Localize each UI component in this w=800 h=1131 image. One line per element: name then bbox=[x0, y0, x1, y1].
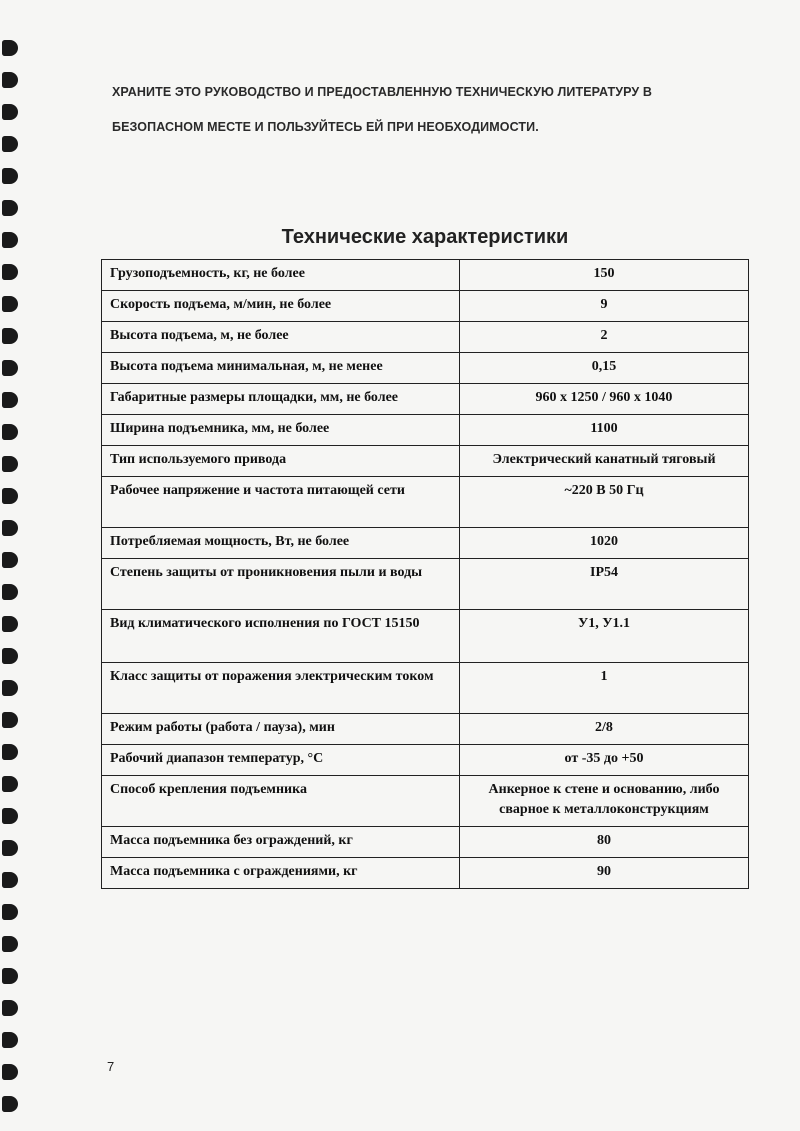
spec-value: Электрический канатный тяговый bbox=[460, 446, 749, 477]
page-number: 7 bbox=[107, 1059, 115, 1074]
header-notice-line-1: ХРАНИТЕ ЭТО РУКОВОДСТВО И ПРЕДОСТАВЛЕННУЮ ТЕХНИЧЕСКУЮ ЛИТЕРАТУРУ В bbox=[112, 85, 652, 99]
table-row bbox=[102, 353, 749, 384]
table-row bbox=[102, 714, 749, 745]
spec-value: ~220 В 50 Гц bbox=[460, 477, 749, 528]
binding-hole bbox=[2, 104, 18, 120]
spec-value: 0,15 bbox=[460, 353, 749, 384]
binding-hole bbox=[2, 72, 18, 88]
spec-value: 9 bbox=[460, 291, 749, 322]
spec-parameter: Габаритные размеры площадки, мм, не более bbox=[102, 384, 460, 415]
binding-hole bbox=[2, 776, 18, 792]
binding-hole bbox=[2, 40, 18, 56]
binding-hole bbox=[2, 1064, 18, 1080]
binding-hole bbox=[2, 552, 18, 568]
specifications-table bbox=[101, 259, 749, 889]
spec-value: 2 bbox=[460, 322, 749, 353]
table-row bbox=[102, 827, 749, 858]
table-row bbox=[102, 745, 749, 776]
spec-parameter: Ширина подъемника, мм, не более bbox=[102, 415, 460, 446]
binding-hole bbox=[2, 520, 18, 536]
binding-hole bbox=[2, 840, 18, 856]
binding-hole bbox=[2, 1096, 18, 1112]
spec-value: У1, У1.1 bbox=[460, 610, 749, 663]
table-row bbox=[102, 322, 749, 353]
table-row bbox=[102, 446, 749, 477]
binding-hole bbox=[2, 1032, 18, 1048]
binding-hole bbox=[2, 392, 18, 408]
spec-value: 1100 bbox=[460, 415, 749, 446]
page-title: Технические характеристики bbox=[281, 226, 569, 248]
binding-hole bbox=[2, 744, 18, 760]
binding-hole bbox=[2, 296, 18, 312]
spec-parameter: Вид климатического исполнения по ГОСТ 15150 bbox=[102, 610, 460, 663]
spiral-binding bbox=[0, 30, 22, 1130]
table-row bbox=[102, 415, 749, 446]
spec-value: 1 bbox=[460, 663, 749, 714]
binding-hole bbox=[2, 424, 18, 440]
binding-hole bbox=[2, 200, 18, 216]
spec-value: от -35 до +50 bbox=[460, 745, 749, 776]
spec-value: Анкерное к стене и основанию, либо сварное к металлоконструкциям bbox=[460, 776, 749, 827]
spec-parameter: Грузоподъемность, кг, не более bbox=[102, 260, 460, 291]
spec-value: 90 bbox=[460, 858, 749, 889]
spec-parameter: Масса подъемника с ограждениями, кг bbox=[102, 858, 460, 889]
spec-parameter: Степень защиты от проникновения пыли и воды bbox=[102, 559, 460, 610]
table-row bbox=[102, 610, 749, 663]
table-row bbox=[102, 776, 749, 827]
binding-hole bbox=[2, 488, 18, 504]
spec-parameter: Тип используемого привода bbox=[102, 446, 460, 477]
spec-value: 2/8 bbox=[460, 714, 749, 745]
binding-hole bbox=[2, 168, 18, 184]
binding-hole bbox=[2, 456, 18, 472]
binding-hole bbox=[2, 584, 18, 600]
binding-hole bbox=[2, 136, 18, 152]
spec-value: 80 bbox=[460, 827, 749, 858]
binding-hole bbox=[2, 936, 18, 952]
header-notice-line-2: БЕЗОПАСНОМ МЕСТЕ И ПОЛЬЗУЙТЕСЬ ЕЙ ПРИ НЕОБХОДИМОСТИ. bbox=[112, 120, 539, 134]
binding-hole bbox=[2, 616, 18, 632]
spec-value: 960 х 1250 / 960 х 1040 bbox=[460, 384, 749, 415]
binding-hole bbox=[2, 968, 18, 984]
spec-parameter: Высота подъема минимальная, м, не менее bbox=[102, 353, 460, 384]
spec-parameter: Класс защиты от поражения электрическим током bbox=[102, 663, 460, 714]
binding-hole bbox=[2, 360, 18, 376]
table-row bbox=[102, 291, 749, 322]
spec-value: 1020 bbox=[460, 528, 749, 559]
spec-parameter: Высота подъема, м, не более bbox=[102, 322, 460, 353]
spec-parameter: Потребляемая мощность, Вт, не более bbox=[102, 528, 460, 559]
binding-hole bbox=[2, 1000, 18, 1016]
binding-hole bbox=[2, 648, 18, 664]
spec-value: 150 bbox=[460, 260, 749, 291]
spec-parameter: Режим работы (работа / пауза), мин bbox=[102, 714, 460, 745]
binding-hole bbox=[2, 232, 18, 248]
binding-hole bbox=[2, 328, 18, 344]
table-row bbox=[102, 858, 749, 889]
binding-hole bbox=[2, 872, 18, 888]
table-row bbox=[102, 384, 749, 415]
binding-hole bbox=[2, 808, 18, 824]
spec-parameter: Рабочий диапазон температур, °С bbox=[102, 745, 460, 776]
binding-hole bbox=[2, 904, 18, 920]
table-row bbox=[102, 663, 749, 714]
table-row bbox=[102, 260, 749, 291]
table-row bbox=[102, 559, 749, 610]
spec-parameter: Масса подъемника без ограждений, кг bbox=[102, 827, 460, 858]
spec-value: IP54 bbox=[460, 559, 749, 610]
table-row bbox=[102, 528, 749, 559]
spec-parameter: Скорость подъема, м/мин, не более bbox=[102, 291, 460, 322]
binding-hole bbox=[2, 680, 18, 696]
spec-parameter: Рабочее напряжение и частота питающей сети bbox=[102, 477, 460, 528]
spec-parameter: Способ крепления подъемника bbox=[102, 776, 460, 827]
table-row bbox=[102, 477, 749, 528]
binding-hole bbox=[2, 712, 18, 728]
binding-hole bbox=[2, 264, 18, 280]
